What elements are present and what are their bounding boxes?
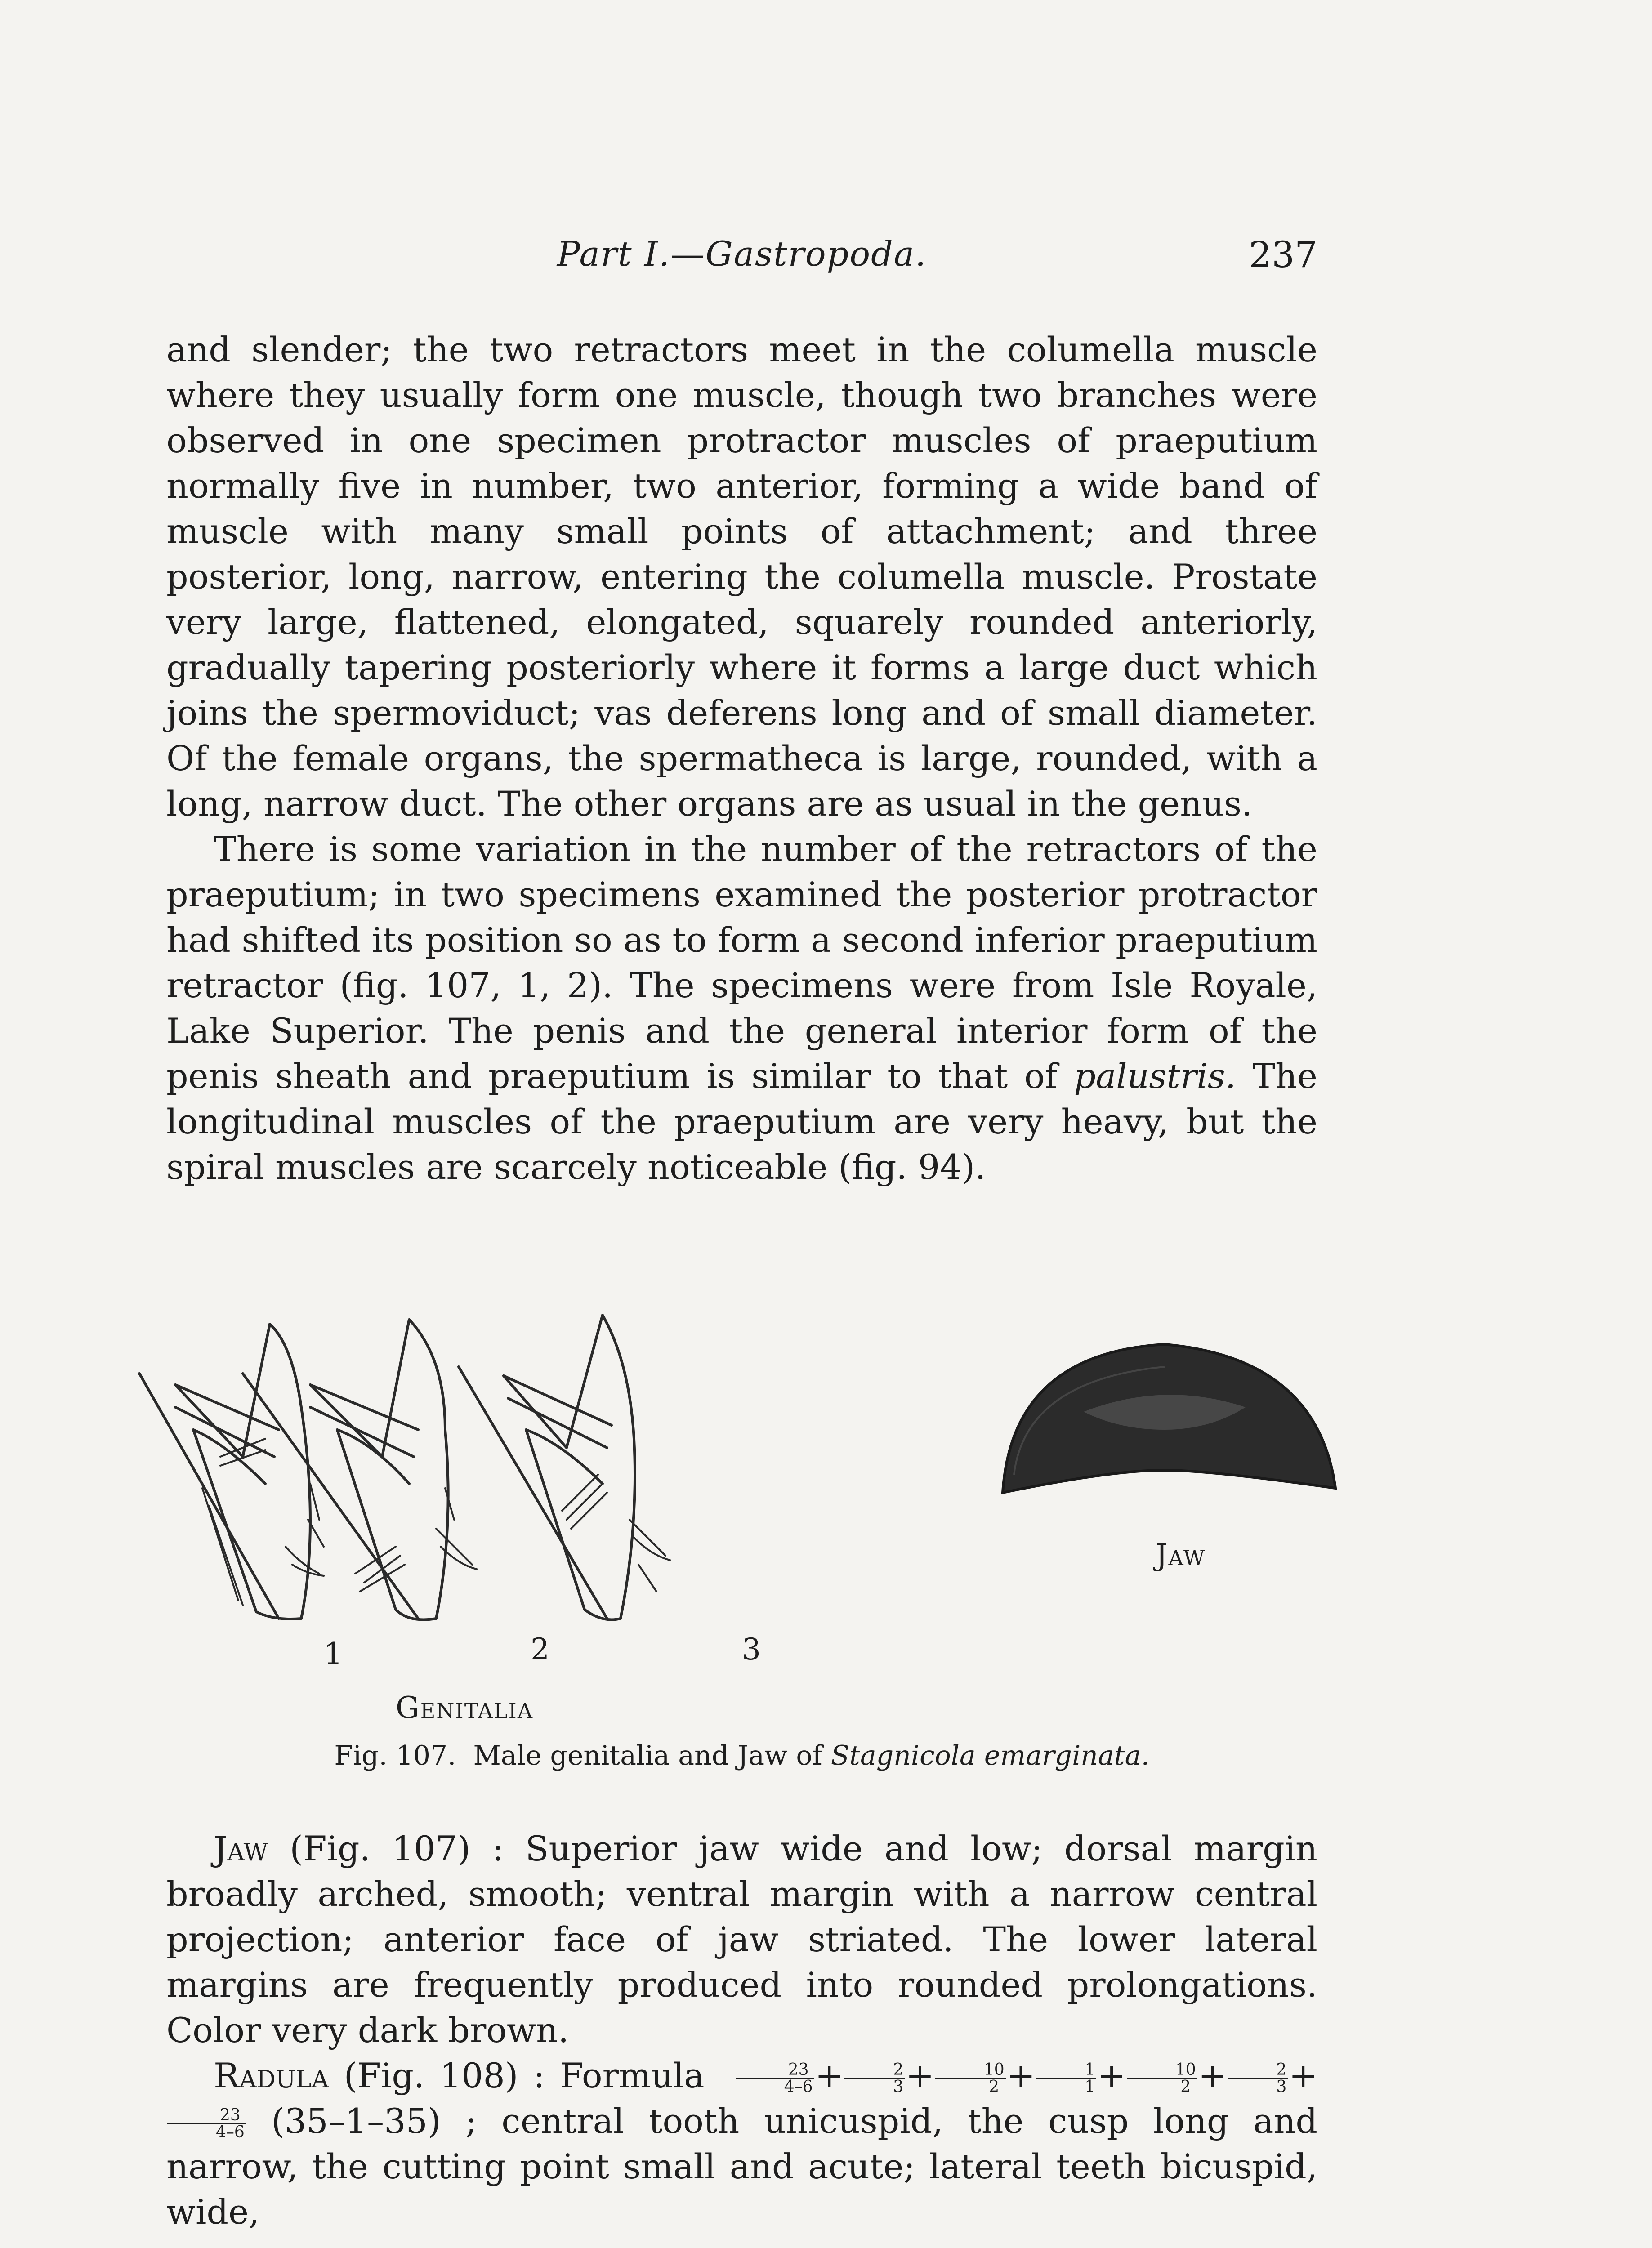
radula-heading: Radula bbox=[214, 2056, 329, 2096]
specimen-number-2: 2 bbox=[531, 1632, 550, 1667]
figure-caption bbox=[166, 1740, 1317, 1771]
formula-fraction: $\frac{2}{3}$ bbox=[1228, 2062, 1288, 2095]
formula-fraction: $\frac{1}{1}$ bbox=[1036, 2062, 1096, 2095]
paragraph-variation bbox=[166, 826, 1317, 1190]
formula-fraction: $\frac{2}{3}$ bbox=[844, 2062, 905, 2095]
formula-label: Formula bbox=[560, 2056, 705, 2096]
genitalia-specimen-3 bbox=[459, 1315, 670, 1620]
figure-107 bbox=[130, 1295, 1371, 1803]
specimen-number-3: 3 bbox=[742, 1632, 762, 1667]
paragraph-radula bbox=[166, 2053, 1317, 2235]
jaw-description: Superior jaw wide and low; dorsal margin broadly arched, smooth; ventral margin with a narrow central projection; anterior face of jaw striated. The lower lateral margins are frequently produced into rounded prolongations. Color very dark brown. bbox=[166, 1829, 1317, 2050]
radula-formula: $\frac{23}{4-6}$ + $\frac{2}{3}$ + $\frac{10}{2}$ + $\frac{1}{1}$ + $\frac{10}{2}$ + $\frac{2}{3}$ + $\frac{23}{4-6}$ bbox=[166, 2056, 1317, 2141]
species-palustris: palustris. bbox=[1074, 1056, 1236, 1096]
page-number: 237 bbox=[1249, 234, 1317, 276]
genitalia-specimen-2 bbox=[243, 1320, 477, 1620]
jaw-drawing bbox=[1003, 1344, 1335, 1493]
radula-description: (35–1–35) ; central tooth unicuspid, the cusp long and narrow, the cutting point small and acute; lateral teeth bicuspid, wide, bbox=[166, 2101, 1317, 2232]
paragraph-jaw bbox=[166, 1826, 1317, 2053]
jaw-heading: Jaw bbox=[214, 1829, 268, 1869]
radula-figure-ref: (Fig. 108) : bbox=[329, 2056, 560, 2096]
running-title: Part I.—Gastropoda. bbox=[557, 234, 927, 274]
formula-fraction: $\frac{10}{2}$ bbox=[935, 2062, 1006, 2095]
formula-fraction: $\frac{23}{4-6}$ bbox=[736, 2062, 814, 2095]
caption-species: Stagnicola emarginata. bbox=[830, 1740, 1150, 1771]
page-header bbox=[166, 234, 1317, 283]
body-text-bottom bbox=[166, 1826, 1317, 2235]
variation-text-a: There is some variation in the number of the retractors of the praeputium; in two specimens examined the posterior protractor had shifted its position so as to form a second inferior praeputium retractor (fig. 107, 1, 2). The specimens were from Isle Royale, Lake Superior. The penis and the general interior form of the penis sheath and praeputium is similar to that of bbox=[166, 829, 1317, 1096]
jaw-figure-ref: (Fig. 107) : bbox=[268, 1829, 526, 1869]
paragraph-anatomy: and slender; the two retractors meet in the columella muscle where they usually form one muscle, though two branches were observed in one specimen protractor muscles of praeputium normally five in number, two anterior, forming a wide band of muscle with many small points of attachment; and three posterior, long, narrow, entering the columella muscle. Prostate very large, flattened, elongated, squarely rounded anteriorly, gradually tapering posteriorly where it forms a large duct which joins the spermoviduct; vas deferens long and of small diameter. Of the female organs, the spermatheca is large, rounded, with a long, narrow duct. The other organs are as usual in the genus. bbox=[166, 330, 1317, 824]
caption-prefix: Fig. 107. bbox=[334, 1740, 456, 1771]
caption-text: Male genitalia and Jaw of bbox=[473, 1740, 822, 1771]
formula-fraction: $\frac{23}{4-6}$ bbox=[167, 2107, 246, 2141]
jaw-label: Jaw bbox=[1156, 1538, 1206, 1572]
formula-fraction: $\frac{10}{2}$ bbox=[1127, 2062, 1197, 2095]
body-text-top bbox=[166, 327, 1317, 1190]
genitalia-specimen-1 bbox=[139, 1324, 324, 1619]
variation-text-b: The longitudinal muscles of the praeputium are very heavy, but the spiral muscles are scarcely noticeable (fig. 94). bbox=[166, 1056, 1318, 1187]
specimen-number-1: 1 bbox=[324, 1637, 344, 1671]
genitalia-label: Genitalia bbox=[396, 1690, 534, 1725]
